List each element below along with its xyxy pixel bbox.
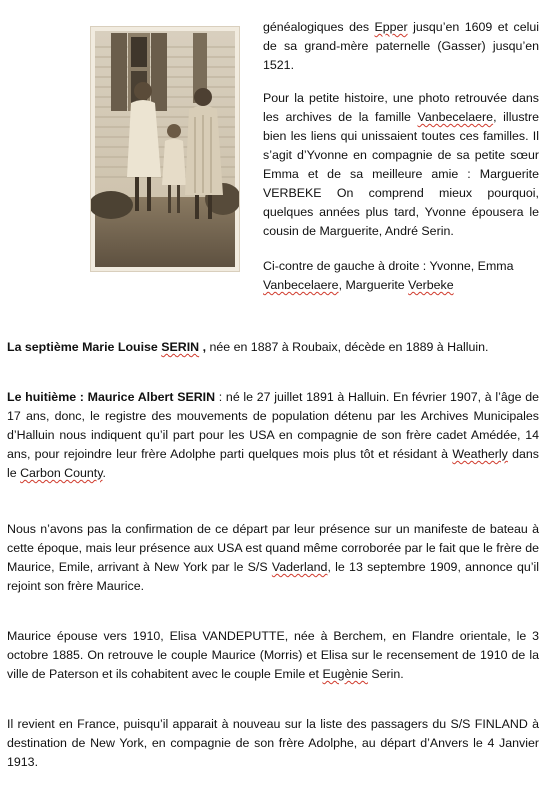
photo-caption: Ci-contre de gauche à droite : Yvonne, Emma Vanbecelaere, Marguerite Verbeke bbox=[263, 259, 514, 292]
paragraph-eighth-child: Le huitième : Maurice Albert SERIN : né le 27 juillet 1891 à Halluin. En février 1907, à l’âge de 17 ans, donc, le registre des mouvements de population détenu par les Archives Municipales d’Halluin nous indiquent qu’il part pour les USA en compagnie de son frère cadet Amédée, 14 ans, pour rejoindre leur frère Adolphe parti quelques mois plus tôt et résidant à Weatherly dans le Carbon County. bbox=[7, 390, 539, 480]
paragraph-return-france: Il revient en France, puisqu’il apparait à nouveau sur la liste des passagers du S/S FINLAND à destination de New York, en compagnie de son frère Adolphe, au départ d’Anvers le 4 Janvier 1913. bbox=[7, 717, 539, 769]
paragraph-photo-story: Pour la petite histoire, une photo retrouvée dans les archives de la famille Vanbecelaere, illustre bien les liens qui unissaient toutes ces familles. Il s’agit d’Yvonne en compagnie de sa petite sœur Emma et de sa meilleure amie : Marguerite VERBEKE On comprend mieux pourquoi, quelques années plus tard, Yvonne épousera le cousin de Marguerite, André Serin. bbox=[263, 91, 539, 238]
family-photo bbox=[91, 27, 239, 271]
paragraph-marriage: Maurice épouse vers 1910, Elisa VANDEPUTTE, née à Berchem, en Flandre orientale, le 3 octobre 1885. On retrouve le couple Maurice (Morris) et Elisa sur le recensement de 1910 de la ville de Paterson et ils cohabitent avec le couple Emile et Eugènie Serin. bbox=[7, 629, 539, 681]
paragraph-seventh-child: La septième Marie Louise SERIN , née en 1887 à Roubaix, décède en 1889 à Halluin. bbox=[7, 340, 489, 354]
paragraph-ship-manifest: Nous n’avons pas la confirmation de ce départ par leur présence sur un manifeste de bateau à cette époque, mais leur présence aux USA est quand même corroborée par le fait que le frère de Maurice, Emile, arrivant à New York par le S/S Vaderland, le 13 septembre 1909, annonce qu’il rejoint son frère Maurice. bbox=[7, 522, 539, 593]
paragraph-genealogy-continuation: généalogiques des Epper jusqu’en 1609 et celui de sa grand-mère paternelle (Gasser) jusqu’en 1521. bbox=[263, 20, 540, 72]
